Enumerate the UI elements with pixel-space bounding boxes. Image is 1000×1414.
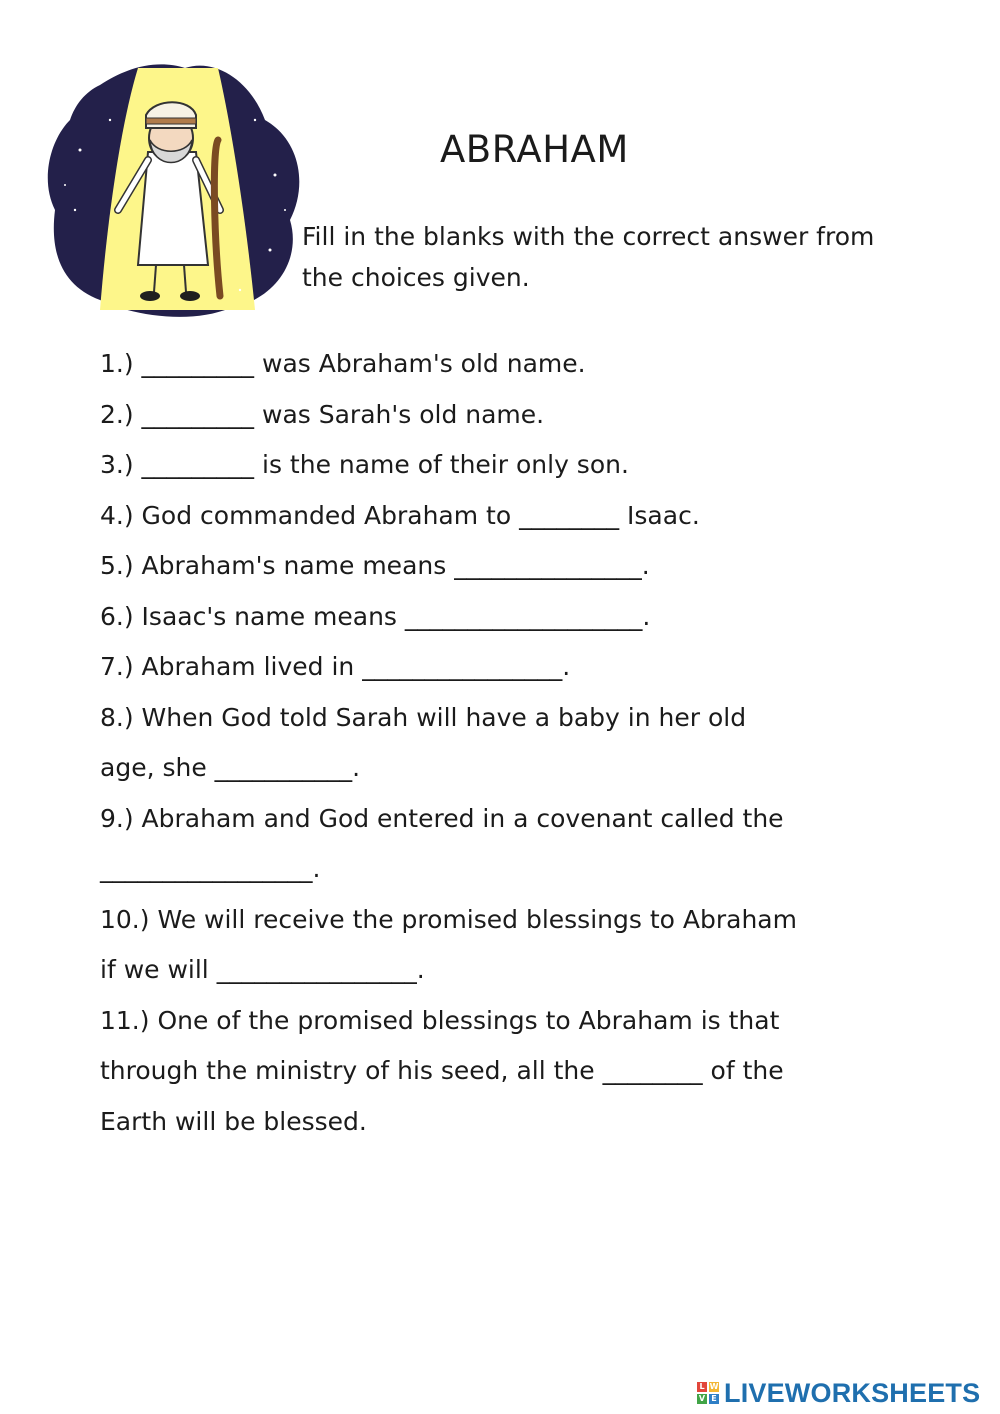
question-line: 7.) Abraham lived in ________________. [100, 652, 571, 681]
question-line: 3.) _________ is the name of their only son. [100, 450, 629, 479]
liveworksheets-logo[interactable] [696, 1378, 980, 1408]
question-line: 6.) Isaac's name means ___________________. [100, 601, 651, 631]
question-line: 11.) One of the promised blessings to Abraham is that [100, 1005, 780, 1035]
question-line: 9.) Abraham and God entered in a covenant called the [100, 803, 784, 833]
question-line: if we will ________________. [100, 955, 425, 984]
question-line: _________________. [100, 854, 321, 883]
question-line: Earth will be blessed. [100, 1106, 367, 1136]
question-line: 10.) We will receive the promised blessings to Abraham [100, 904, 797, 934]
page-title: ABRAHAM [440, 128, 629, 171]
question-line: through the ministry of his seed, all the ________ of the [100, 1056, 784, 1085]
instructions-text: Fill in the blanks with the correct answer from the choices given. [302, 222, 875, 292]
question-list [100, 339, 960, 1147]
question-line: 1.) _________ was Abraham's old name. [100, 349, 586, 378]
question-line: 5.) Abraham's name means _______________. [100, 551, 650, 580]
logo-mark-icon: L W V E [698, 1382, 719, 1403]
abraham-illustration [40, 60, 310, 320]
brand-name: LIVEWORKSHEETS [724, 1377, 981, 1408]
question-line: 2.) _________ was Sarah's old name. [100, 399, 545, 429]
question-line: 4.) God commanded Abraham to ________ Isaac. [100, 500, 700, 530]
question-line: 8.) When God told Sarah will have a baby in her old [100, 702, 747, 732]
question-line: age, she ___________. [100, 753, 361, 782]
